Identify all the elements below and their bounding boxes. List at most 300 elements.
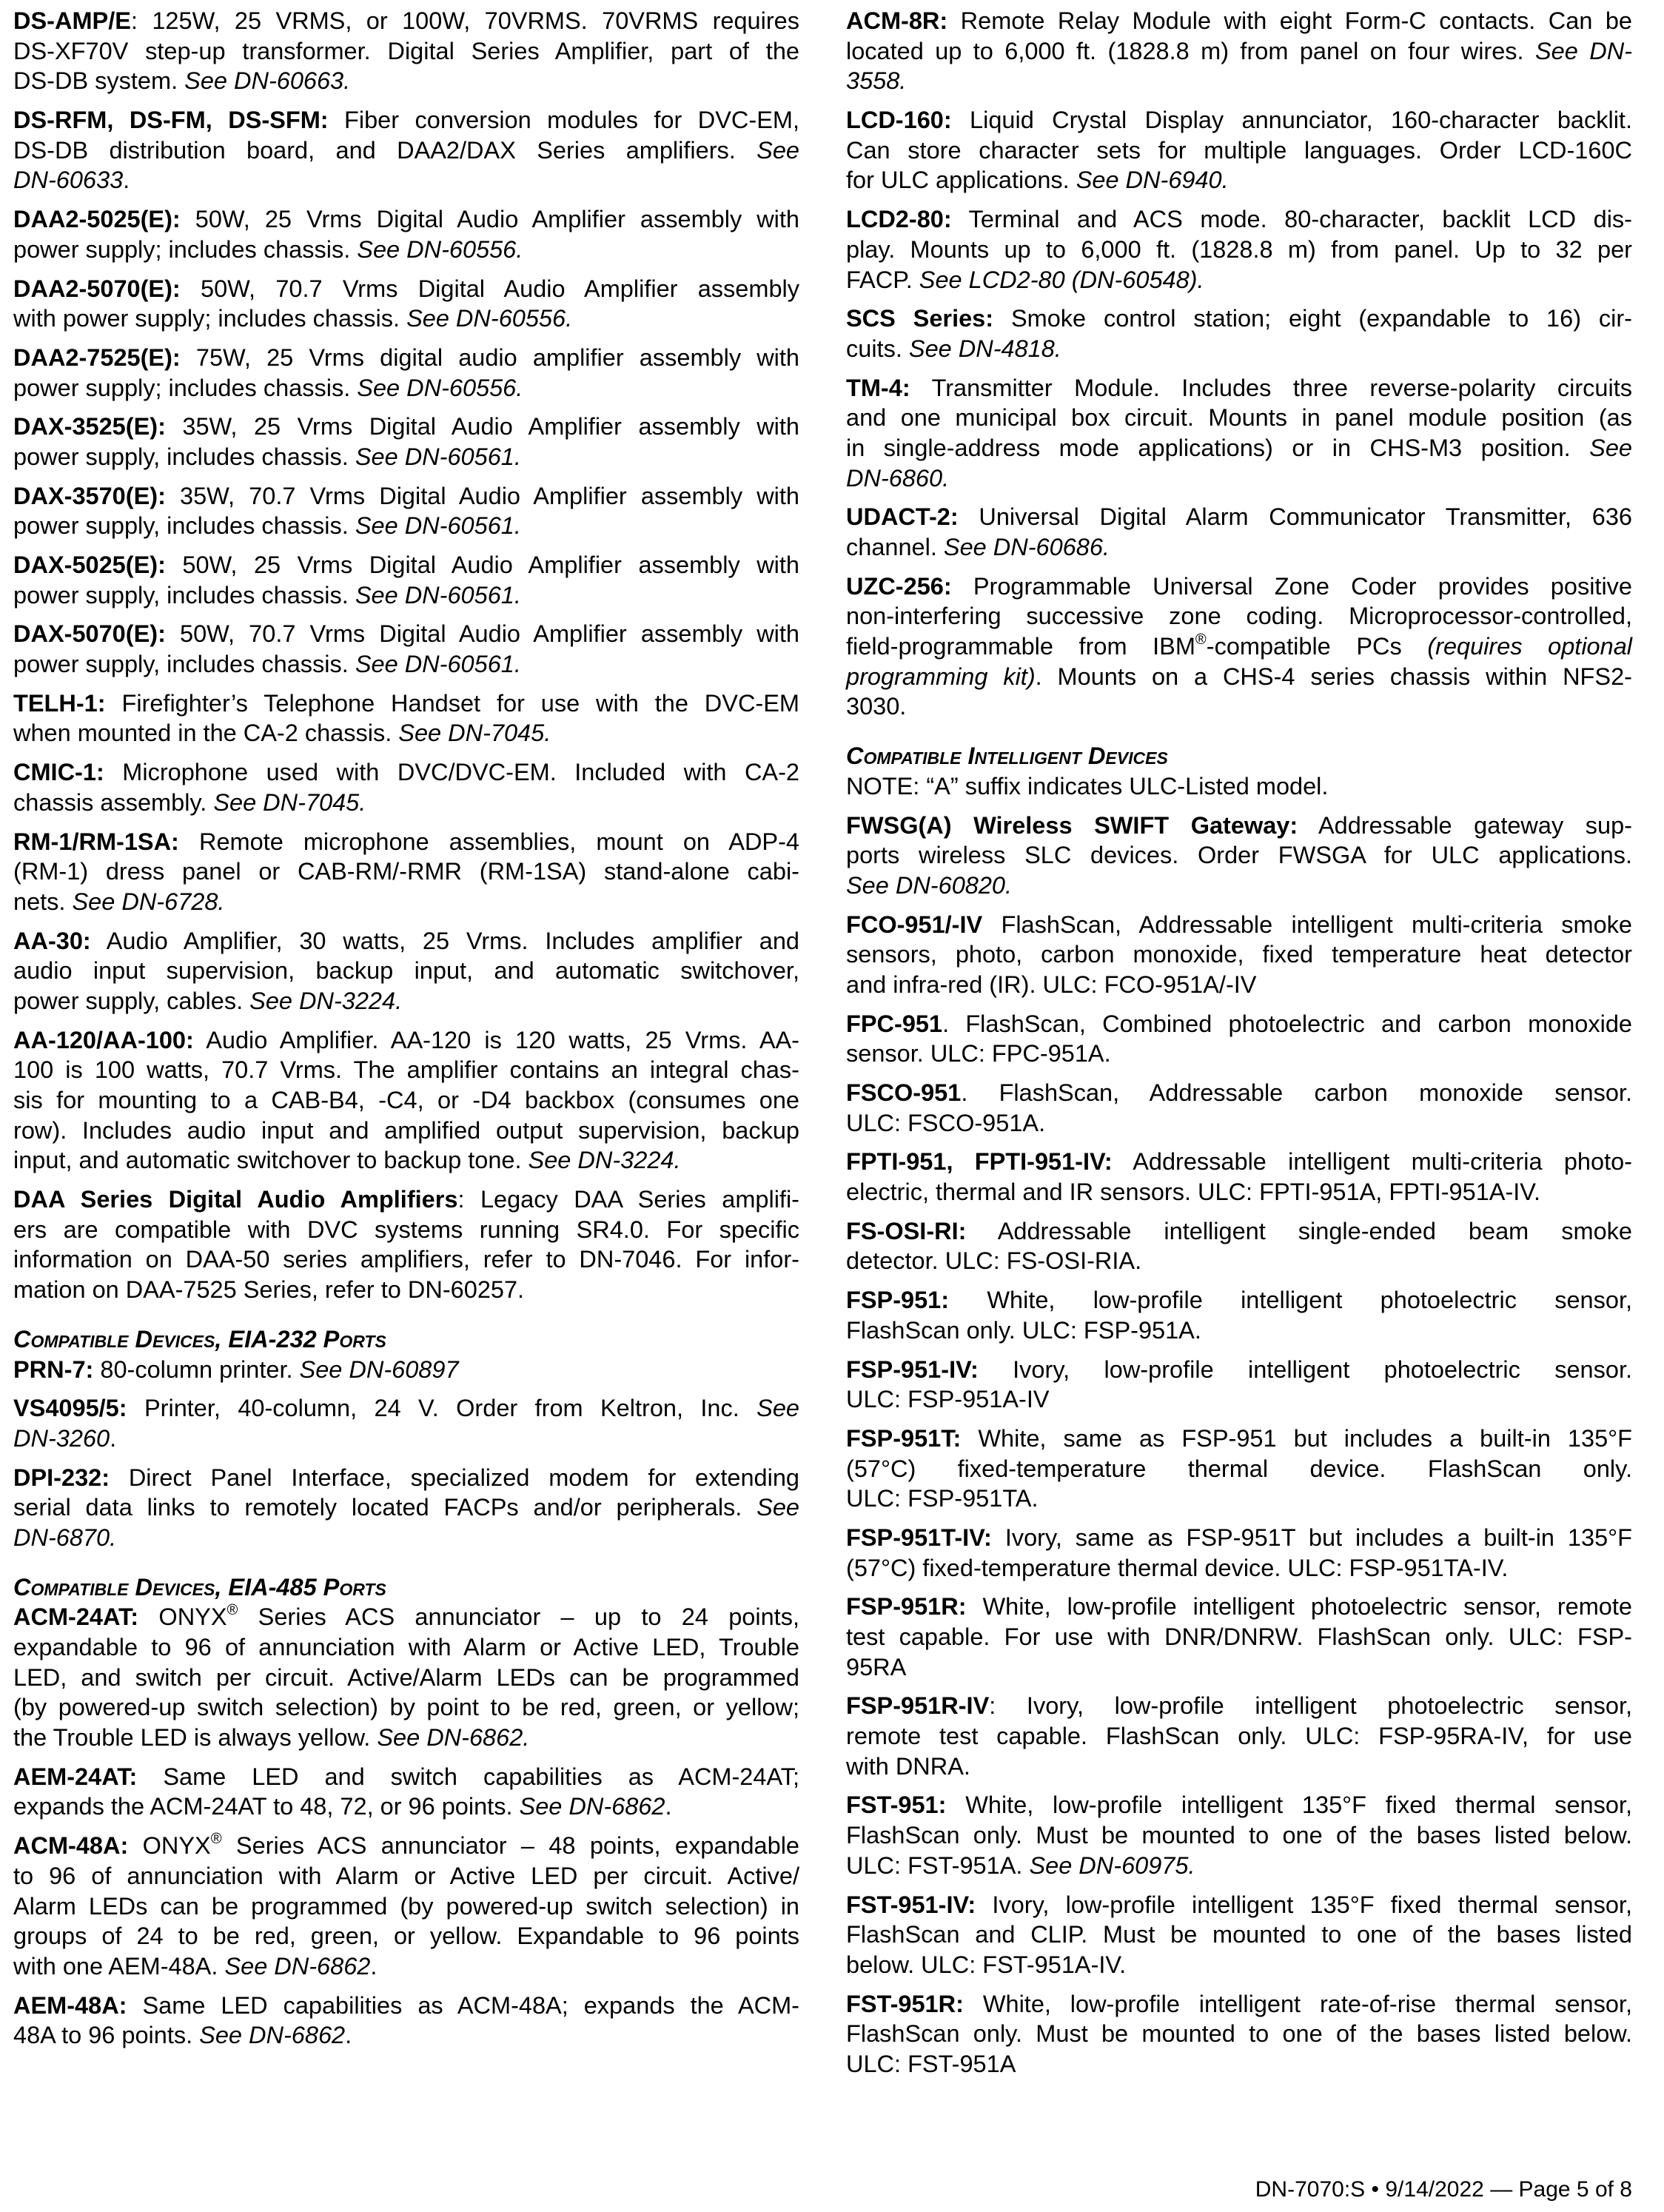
see-reference: DN-6860. [846, 464, 950, 492]
footer-bullet: • [1371, 2177, 1380, 2202]
description-text: White, low-profile intelligent photoelectric sensor, [949, 1287, 1632, 1314]
product-entry [13, 757, 799, 817]
description-text: non-interfering successive zone coding. Microprocessor-controlled, [846, 603, 1632, 630]
description-text: Liquid Crystal Display annunciator, 160-character backlit. [951, 107, 1632, 134]
description-text: channel. [846, 534, 944, 560]
section-heading: Compatible Intelligent Devices [846, 743, 1168, 770]
text-line [13, 1831, 799, 1861]
product-entry [846, 304, 1632, 363]
text-line [13, 442, 799, 472]
text-line [13, 135, 799, 166]
see-reference: See [1589, 434, 1632, 461]
description-text: Remote Relay Module with eight Form-C contacts. Can be [947, 7, 1632, 34]
footer-doc-number: DN-7070:S [1255, 2177, 1366, 2202]
description-text: ONYX [128, 1832, 211, 1860]
item-term: AEM-24AT: [13, 1763, 138, 1790]
description-text: 100 is 100 watts, 70.7 Vrms. The amplifier contains an integral chas- [13, 1056, 799, 1084]
item-term: FSP-951: [846, 1287, 950, 1314]
product-entry [13, 204, 799, 264]
description-text: . FlashScan, Combined photoelectric and carbon monoxide [942, 1010, 1632, 1037]
text-line [846, 1553, 1632, 1583]
see-reference: (requires optional [1427, 633, 1632, 660]
item-term: LCD-160: [846, 107, 952, 134]
item-term: LCD2-80: [846, 206, 952, 233]
product-entry [846, 6, 1632, 96]
text-line [13, 1792, 799, 1822]
item-term: PRN-7: [13, 1355, 94, 1383]
text-line [13, 1921, 799, 1951]
description-text: Terminal and ACS mode. 80-character, backlit LCD dis- [951, 206, 1632, 233]
description-text: Ivory, same as FSP-951T but includes a built-in 135°F [991, 1524, 1632, 1551]
product-entry [846, 502, 1632, 562]
description-text: Universal Digital Alarm Communicator Transmitter, 636 [958, 503, 1632, 531]
description-text: to 96 of annunciation with Alarm or Active LED per circuit. Active/ [13, 1862, 799, 1889]
description-text: Series ACS annunciator – 48 points, expandable [221, 1832, 799, 1860]
text-line [846, 1950, 1632, 1980]
description-text: ULC: FSP-951A-IV [846, 1386, 1050, 1413]
text-line [13, 235, 799, 265]
product-entry [13, 274, 799, 334]
product-entry [846, 1216, 1632, 1276]
description-text: FlashScan only. Must be mounted to one of the bases listed below. [846, 2020, 1632, 2048]
item-term: FPTI-951, FPTI-951-IV: [846, 1148, 1113, 1176]
description-text: chassis assembly. [13, 788, 214, 816]
text-line [846, 135, 1632, 166]
text-line [846, 502, 1632, 532]
text-line [846, 6, 1632, 36]
text-line [13, 1055, 799, 1085]
page-footer [1255, 2176, 1632, 2203]
product-entry [13, 6, 799, 96]
description-text: Fiber conversion modules for DVC-EM, [328, 107, 799, 134]
text-line [846, 433, 1632, 463]
item-term: FSP-951R: [846, 1593, 967, 1621]
product-entry [846, 1592, 1632, 1682]
item-term: UDACT-2: [846, 503, 959, 531]
item-term: CMIC-1: [13, 759, 104, 786]
description-text: located up to 6,000 ft. (1828.8 m) from panel on four wires. [846, 37, 1535, 64]
description-text: information on DAA-50 series amplifiers, refer to DN-7046. For infor- [13, 1246, 799, 1273]
item-term: ACM-48A: [13, 1832, 129, 1860]
description-text: (RM-1) dress panel or CAB-RM/-RMR (RM-1SA) stand-alone cabi- [13, 858, 799, 885]
text-line [846, 1454, 1632, 1484]
item-term: DAX-5070(E): [13, 620, 166, 648]
description-text: Printer, 40-column, 24 V. Order from Keltron, Inc. [127, 1395, 757, 1422]
product-entry [846, 572, 1632, 722]
see-reference: See DN-7045. [398, 720, 551, 747]
description-text: ULC: FST-951A [846, 2050, 1016, 2077]
description-text: Audio Amplifier. AA-120 is 120 watts, 25 Vrms. AA- [193, 1026, 799, 1053]
product-entry [13, 105, 799, 195]
text-line [13, 1762, 799, 1792]
description-text: . Mounts on a CHS-4 series chassis within NFS2- [1035, 663, 1632, 690]
item-term: DAX-3570(E): [13, 482, 166, 509]
description-text: electric, thermal and IR sensors. ULC: FPTI-951A, FPTI-951A-IV. [846, 1179, 1541, 1206]
text-line [846, 105, 1632, 135]
description-text: field-programmable from IBM [846, 633, 1195, 660]
product-entry [13, 1762, 799, 1822]
text-line [846, 1424, 1632, 1454]
text-line [13, 481, 799, 512]
description-text: 48A to 96 points. [13, 2022, 200, 2049]
product-entry [13, 688, 799, 748]
description-text: FlashScan only. ULC: FSP-951A. [846, 1316, 1201, 1344]
item-term: FSP-951T-IV: [846, 1524, 992, 1551]
text-line [13, 1244, 799, 1275]
item-term: FST-951R: [846, 1990, 964, 2017]
text-line [846, 1652, 1632, 1683]
text-line [846, 1592, 1632, 1622]
description-text: power supply; includes chassis. [13, 374, 358, 401]
see-reference: See DN-60561. [355, 581, 521, 609]
see-reference: See DN-60897 [299, 1355, 459, 1383]
description-text: the Trouble LED is always yellow. [13, 1724, 378, 1752]
description-text: Series ACS annunciator – up to 24 points, [238, 1603, 799, 1631]
see-reference: See DN-6862 [224, 1952, 371, 1980]
description-text: Alarm LEDs can be programmed (by powered-up switch selection) in [13, 1892, 799, 1920]
item-term: VS4095/5: [13, 1395, 127, 1422]
description-text: DS-DB system. [13, 67, 185, 95]
text-line [13, 1393, 799, 1424]
text-line [13, 204, 799, 235]
see-reference: See DN-7045. [213, 788, 366, 816]
see-reference: DN-6870. [13, 1524, 117, 1551]
description-text: remote test capable. FlashScan only. ULC: FSP-95RA-IV, for use [846, 1723, 1632, 1750]
product-entry [13, 481, 799, 541]
description-text: (by powered-up switch selection) by point to be red, green, or yellow; [13, 1694, 799, 1721]
text-line [13, 986, 799, 1016]
see-reference: DN-3260 [13, 1424, 110, 1452]
description-text: FlashScan, Addressable intelligent multi-criteria smoke [982, 911, 1632, 938]
description-text: test capable. For use with DNR/DNRW. FlashScan only. ULC: FSP- [846, 1623, 1632, 1650]
text-line [846, 1384, 1632, 1415]
product-entry [846, 105, 1632, 195]
see-reference: See DN-6862 [199, 2022, 346, 2049]
text-line [13, 2020, 799, 2051]
description-text: sensor. ULC: FPC-951A. [846, 1040, 1111, 1068]
text-line [846, 1790, 1632, 1820]
description-text: White, low-profile intelligent 135°F fixed thermal sensor, [946, 1792, 1632, 1819]
text-line [846, 1890, 1632, 1920]
description-text: and infra-red (IR). ULC: FCO-951A/-IV [846, 971, 1257, 998]
text-line [13, 1275, 799, 1305]
item-term: DAA2-5025(E): [13, 206, 181, 233]
description-text: power supply, cables. [13, 987, 250, 1014]
item-term: DAX-3525(E): [13, 413, 166, 440]
description-text: White, low-profile intelligent photoelectric sensor, remote [966, 1593, 1632, 1621]
product-entry [846, 811, 1632, 901]
text-line [846, 66, 1632, 96]
text-line [13, 1424, 799, 1454]
text-line [13, 343, 799, 373]
left-column [13, 6, 799, 2059]
item-term: FCO-951/-IV [846, 911, 983, 938]
product-entry [13, 1831, 799, 1981]
description-text: FlashScan and CLIP. Must be mounted to one of the bases listed [846, 1921, 1632, 1948]
text-line [846, 572, 1632, 602]
description-text: play. Mounts up to 6,000 ft. (1828.8 m) from panel. Up to 32 per [846, 235, 1632, 263]
product-entry [13, 1355, 799, 1385]
see-reference: See DN-6862. [377, 1724, 530, 1752]
see-reference: See DN-60561. [355, 443, 521, 470]
text-line [846, 165, 1632, 195]
product-entry [13, 1025, 799, 1176]
product-entry [846, 204, 1632, 295]
description-text: in single-address mode applications) or in CHS-M3 position. [846, 434, 1590, 461]
product-entry [846, 910, 1632, 1000]
text-line [13, 926, 799, 956]
text-line [13, 1085, 799, 1116]
product-entry [846, 1285, 1632, 1345]
description-text: Remote microphone assemblies, mount on ADP-4 [178, 828, 799, 855]
text-line [13, 1116, 799, 1146]
text-line [846, 910, 1632, 940]
text-line [13, 649, 799, 680]
see-reference: See DN-60561. [355, 651, 521, 678]
text-line [13, 788, 799, 818]
description-text: : 125W, 25 VRMS, or 100W, 70VRMS. 70VRMS requires [130, 7, 799, 34]
text-line [846, 1355, 1632, 1385]
see-reference: See DN-6728. [72, 888, 225, 915]
description-text: mation on DAA-7525 Series, refer to DN-60257. [13, 1276, 525, 1304]
see-reference: See DN-60686. [943, 534, 1110, 560]
description-text: ports wireless SLC devices. Order FWSGA for ULC applications. [846, 842, 1632, 869]
product-entry [13, 1991, 799, 2051]
description-text: : Legacy DAA Series amplifi- [457, 1186, 799, 1213]
section-heading: Compatible Devices, EIA-232 Ports [13, 1325, 386, 1353]
text-line [13, 1723, 799, 1753]
see-reference: See [756, 136, 799, 164]
text-line [846, 2049, 1632, 2079]
text-line [846, 1820, 1632, 1851]
item-term: DAX-5025(E): [13, 552, 166, 578]
text-line [13, 956, 799, 986]
text-line [13, 1602, 799, 1632]
product-entry [13, 412, 799, 472]
text-line [846, 771, 1632, 802]
item-term: DAA2-7525(E): [13, 343, 181, 371]
description-text: sensors, photo, carbon monoxide, fixed temperature heat detector [846, 941, 1632, 968]
text-line [846, 1285, 1632, 1316]
see-reference: See DN-4818. [908, 335, 1061, 362]
text-line [846, 1078, 1632, 1108]
see-reference: See DN- [1535, 37, 1632, 64]
description-text: . [665, 1793, 672, 1820]
description-text: ONYX [138, 1603, 227, 1631]
text-line [846, 532, 1632, 563]
text-line [13, 1663, 799, 1693]
description-text: below. ULC: FST-951A-IV. [846, 1951, 1127, 1978]
item-term: TELH-1: [13, 689, 106, 717]
text-line [846, 871, 1632, 901]
text-line [13, 1025, 799, 1056]
description-text: (57°C) fixed-temperature thermal device. ULC: FSP-951TA-IV. [846, 1554, 1509, 1581]
description-text: with DNRA. [846, 1752, 970, 1780]
description-text: audio input supervision, backup input, and automatic switchover, [13, 957, 799, 985]
see-reference: See DN-60820. [846, 871, 1013, 899]
description-text: Programmable Universal Zone Coder provides positive [951, 572, 1632, 600]
item-term: FSP-951-IV: [846, 1355, 979, 1383]
see-reference: See DN-60561. [355, 512, 521, 540]
description-text: 50W, 70.7 Vrms Digital Audio Amplifier assembly with [165, 620, 799, 648]
item-term: FS-OSI-RI: [846, 1217, 967, 1244]
item-term: FSCO-951 [846, 1079, 962, 1106]
description-text: Ivory, low-profile intelligent photoelectric sensor. [978, 1355, 1632, 1383]
text-line [13, 1692, 799, 1723]
description-text: White, same as FSP-951 but includes a built-in 135°F [961, 1424, 1632, 1452]
text-line [846, 1851, 1632, 1881]
text-line [846, 1721, 1632, 1752]
description-text: Smoke control station; eight (expandable to 16) cir- [993, 305, 1632, 332]
text-line [13, 688, 799, 719]
product-entry [846, 1078, 1632, 1138]
see-reference: programming kit) [846, 663, 1036, 690]
see-reference: See [756, 1494, 799, 1521]
description-text: Same LED and switch capabilities as ACM-24AT; [137, 1763, 799, 1790]
description-text: power supply, includes chassis. [13, 512, 355, 540]
text-line [13, 1951, 799, 1982]
item-term: AA-120/AA-100: [13, 1026, 194, 1053]
description-text: for ULC applications. [846, 167, 1076, 194]
text-line [846, 403, 1632, 433]
text-line [846, 601, 1632, 631]
text-line [846, 1177, 1632, 1207]
product-entry [846, 1424, 1632, 1514]
description-text: ULC: FSCO-951A. [846, 1109, 1046, 1136]
text-line [13, 6, 799, 36]
item-term: FSP-951R-IV [846, 1692, 990, 1720]
see-reference: See DN-3224. [528, 1147, 681, 1174]
text-line [13, 1184, 799, 1215]
text-line [846, 1216, 1632, 1247]
description-text: FlashScan only. Must be mounted to one of the bases listed below. [846, 1822, 1632, 1849]
text-line [846, 204, 1632, 235]
text-line [13, 304, 799, 334]
text-line [846, 1039, 1632, 1069]
text-line [13, 274, 799, 304]
product-entry [13, 550, 799, 610]
text-line [846, 1989, 1632, 2020]
text-line [846, 939, 1632, 970]
text-line [13, 165, 799, 195]
description-text: power supply, includes chassis. [13, 581, 355, 609]
product-entry [13, 827, 799, 917]
see-reference: See DN-60975. [1029, 1851, 1195, 1879]
description-text: -compatible PCs [1206, 633, 1428, 660]
description-text: row). Includes audio input and amplified output supervision, backup [13, 1116, 799, 1144]
description-text: White, low-profile intelligent rate-of-rise thermal sensor, [963, 1990, 1632, 2017]
description-text: Transmitter Module. Includes three reverse-polarity circuits [910, 374, 1632, 401]
description-text: 80-column printer. [93, 1355, 300, 1383]
description-text: ULC: FST-951A. [846, 1851, 1030, 1879]
description-text: expands the ACM-24AT to 48, 72, or 96 points. [13, 1793, 520, 1820]
text-line [13, 887, 799, 917]
product-entry [13, 1602, 799, 1752]
registered-mark: ® [1195, 631, 1207, 648]
product-entry [846, 1790, 1632, 1880]
text-line [846, 811, 1632, 841]
description-text: ULC: FSP-951TA. [846, 1485, 1039, 1512]
description-text: 35W, 70.7 Vrms Digital Audio Amplifier assembly with [165, 482, 799, 509]
text-line [846, 265, 1632, 295]
text-line [846, 631, 1632, 662]
text-line [13, 1861, 799, 1891]
right-column [846, 6, 1632, 2088]
footer-dash: — [1490, 2177, 1513, 2202]
text-line [13, 412, 799, 442]
product-entry [13, 1184, 799, 1305]
section-heading: Compatible Devices, EIA-485 Ports [13, 1573, 386, 1601]
see-reference: See DN-6940. [1076, 167, 1229, 194]
see-reference: DN-60633 [13, 167, 124, 194]
text-line [13, 66, 799, 96]
text-line [846, 304, 1632, 334]
description-text: serial data links to remotely located FACPs and/or peripherals. [13, 1494, 757, 1521]
product-entry [846, 1890, 1632, 1980]
description-text: Addressable intelligent multi-criteria photo- [1112, 1148, 1632, 1176]
footer-page-number: Page 5 of 8 [1518, 2177, 1632, 2202]
text-line [846, 840, 1632, 871]
text-line [13, 511, 799, 541]
text-line [846, 1147, 1632, 1177]
text-line [13, 105, 799, 135]
text-line [846, 1009, 1632, 1039]
description-text: 75W, 25 Vrms digital audio amplifier assembly with [180, 343, 799, 371]
text-line [13, 757, 799, 788]
description-text: . [110, 1424, 117, 1452]
text-line [846, 463, 1632, 494]
description-text: Ivory, low-profile intelligent 135°F fixed thermal sensor, [976, 1891, 1632, 1918]
product-entry [13, 343, 799, 403]
description-text: Microphone used with DVC/DVC-EM. Included with CA-2 [104, 759, 799, 786]
description-text: Direct Panel Interface, specialized modem for extending [110, 1464, 799, 1491]
description-text: when mounted in the CA-2 chassis. [13, 720, 399, 747]
description-text: . [123, 167, 130, 194]
item-term: ACM-8R: [846, 7, 948, 34]
text-line [13, 1463, 799, 1493]
see-reference: See DN-60556. [406, 305, 573, 332]
description-text: 35W, 25 Vrms Digital Audio Amplifier assembly with [165, 413, 799, 440]
text-line [846, 1622, 1632, 1652]
item-term: DAA2-5070(E): [13, 275, 181, 302]
description-text: . [370, 1952, 378, 1980]
description-text: . [345, 2022, 352, 2049]
description-text: : Ivory, low-profile intelligent photoelectric sensor, [989, 1692, 1632, 1720]
text-line [13, 718, 799, 748]
text-line [846, 1523, 1632, 1553]
item-term: FPC-951 [846, 1010, 943, 1037]
description-text: with one AEM-48A. [13, 1952, 225, 1980]
text-line [13, 580, 799, 611]
text-line [13, 857, 799, 887]
product-entry [846, 1989, 1632, 2079]
text-line [846, 1108, 1632, 1139]
product-entry [846, 1009, 1632, 1069]
text-line [13, 1492, 799, 1523]
description-text: with power supply; includes chassis. [13, 305, 407, 332]
description-text: Firefighter’s Telephone Handset for use with the DVC-EM [105, 689, 799, 717]
description-text: power supply, includes chassis. [13, 651, 355, 678]
description-text: NOTE: “A” suffix indicates ULC-Listed model. [846, 772, 1329, 800]
text-line [846, 970, 1632, 1000]
see-reference: See [756, 1395, 799, 1422]
text-line [846, 1246, 1632, 1276]
text-line [13, 619, 799, 649]
item-term: DS-RFM, DS-FM, DS-SFM: [13, 107, 329, 134]
description-text: DS-DB distribution board, and DAA2/DAX Series amplifiers. [13, 136, 757, 164]
description-text: 50W, 25 Vrms Digital Audio Amplifier assembly with [165, 552, 799, 578]
description-text: . FlashScan, Addressable carbon monoxide sensor. [961, 1079, 1632, 1106]
